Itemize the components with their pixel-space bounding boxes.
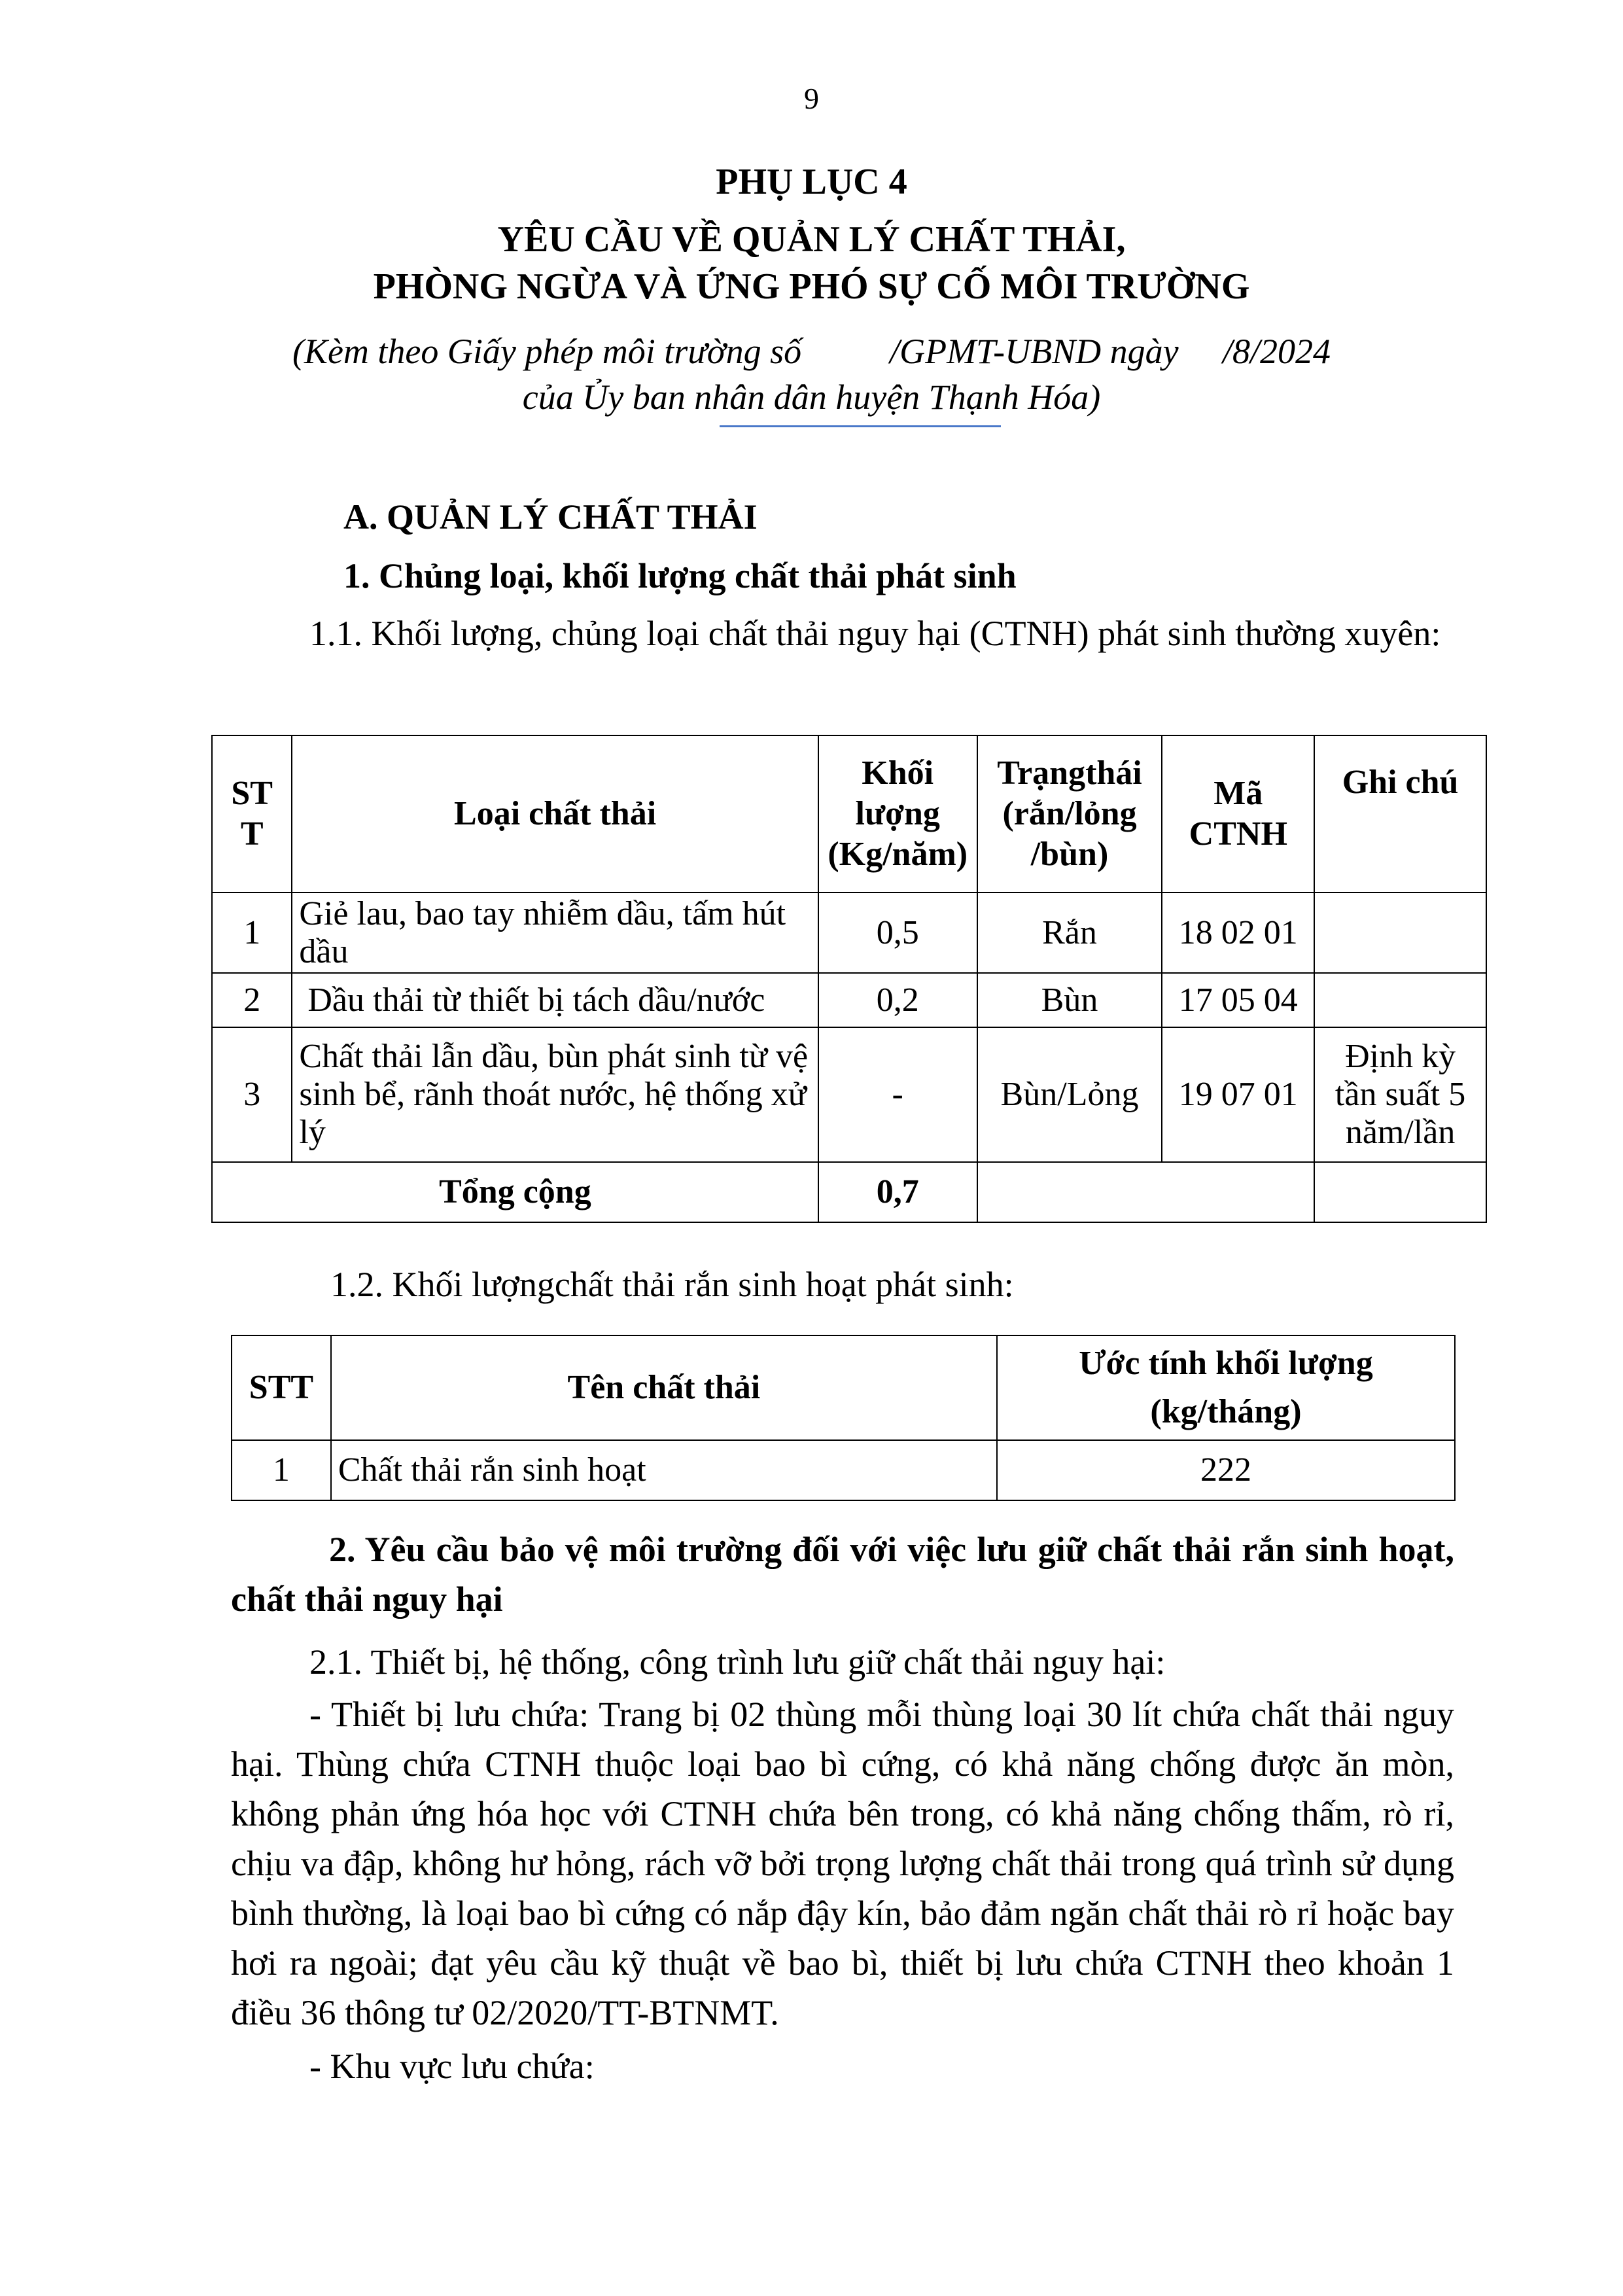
col-header-stt: ST T xyxy=(212,735,292,892)
cell-state: Rắn xyxy=(977,892,1162,973)
paragraph-2-1: 2.1. Thiết bị, hệ thống, công trình lưu giữ chất thải nguy hại: xyxy=(309,1642,1166,1682)
cell-code: 17 05 04 xyxy=(1162,973,1314,1027)
cell-state: Bùn/Lỏng xyxy=(977,1027,1162,1162)
col-header-mass: Khối lượng (Kg/năm) xyxy=(818,735,977,892)
cell-waste-name: Chất thải rắn sinh hoạt xyxy=(331,1440,997,1500)
col-header-waste-type: Loại chất thải xyxy=(292,735,818,892)
col-header-code: Mã CTNH xyxy=(1162,735,1314,892)
hazardous-waste-table xyxy=(211,735,1487,1223)
cell-code: 18 02 01 xyxy=(1162,892,1314,973)
cell-note xyxy=(1314,973,1486,1027)
col-header-state: Trạngthái (rắn/lỏng /bùn) xyxy=(977,735,1162,892)
total-empty-cell xyxy=(977,1162,1315,1222)
cell-waste-name: Chất thải lẫn dầu, bùn phát sinh từ vệ sinh bể, rãnh thoát nước, hệ thống xử lý xyxy=(292,1027,818,1162)
cell-stt: 3 xyxy=(212,1027,292,1162)
section-2-heading: 2. Yêu cầu bảo vệ môi trường đối với việc lưu giữ chất thải rắn sinh hoạt, chất thải nguy hại xyxy=(231,1530,1454,1619)
col-header-stt: STT xyxy=(232,1335,331,1440)
page-number: 9 xyxy=(804,82,819,115)
table-row xyxy=(212,1027,1486,1162)
cell-mass: 0,2 xyxy=(818,973,977,1027)
paragraph-1-2: 1.2. Khối lượngchất thải rắn sinh hoạt phát sinh: xyxy=(330,1265,1014,1304)
cell-stt: 1 xyxy=(232,1440,331,1500)
cell-note xyxy=(1314,892,1486,973)
cell-code: 19 07 01 xyxy=(1162,1027,1314,1162)
col-header-estimate: Ước tính khối lượng (kg/tháng) xyxy=(997,1335,1455,1440)
col-header-note: Ghi chú xyxy=(1314,735,1486,892)
total-label: Tổng cộng xyxy=(212,1162,818,1222)
cell-waste-name: Dầu thải từ thiết bị tách dầu/nước xyxy=(292,973,818,1027)
cell-state: Bùn xyxy=(977,973,1162,1027)
underline-rule xyxy=(720,425,1001,427)
domestic-waste-table xyxy=(231,1335,1456,1501)
cell-waste-name: Giẻ lau, bao tay nhiễm dầu, tấm hút dầu xyxy=(292,892,818,973)
section-1-heading: 1. Chủng loại, khối lượng chất thải phát sinh xyxy=(343,556,1017,595)
paragraph-1-1: 1.1. Khối lượng, chủng loại chất thải nguy hại (CTNH) phát sinh thường xuyên: xyxy=(309,614,1441,653)
col-header-waste-name: Tên chất thải xyxy=(331,1335,997,1440)
cell-stt: 1 xyxy=(212,892,292,973)
table-row xyxy=(212,892,1486,973)
table-header-row xyxy=(232,1335,1455,1440)
section-a-heading: A. QUẢN LÝ CHẤT THẢI xyxy=(343,497,758,537)
title-line-2: PHÒNG NGỪA VÀ ỨNG PHÓ SỰ CỐ MÔI TRƯỜNG xyxy=(373,266,1250,307)
table-row xyxy=(212,973,1486,1027)
appendix-title: PHỤ LỤC 4 xyxy=(716,162,907,202)
cell-mass: - xyxy=(818,1027,977,1162)
table-total-row xyxy=(212,1162,1486,1222)
total-note-cell xyxy=(1314,1162,1486,1222)
total-value: 0,7 xyxy=(818,1162,977,1222)
subtitle-line-1: (Kèm theo Giấy phép môi trường số /GPMT-UBND ngày /8/2024 xyxy=(292,332,1331,371)
title-line-1: YÊU CẦU VỀ QUẢN LÝ CHẤT THẢI, xyxy=(497,219,1126,260)
table-row xyxy=(232,1440,1455,1500)
cell-note: Định kỳ tần suất 5 năm/lần xyxy=(1314,1027,1486,1162)
paragraph-equipment: - Thiết bị lưu chứa: Trang bị 02 thùng mỗi thùng loại 30 lít chứa chất thải nguy hại. Thùng chứa CTNH thuộc loại bao bì cứng, có khả năng chống được ăn mòn, không phản ứng hóa học với CTNH chứa bên trong, có khả năng chống thấm, rò rỉ, chịu va đập, không hư hỏng, rách vỡ bởi trọng lượng chất thải trong quá trình sử dụng bình thường, là loại bao bì cứng có nắp đậy kín, bảo đảm ngăn chất thải rò rỉ hoặc bay hơi ra ngoài; đạt yêu cầu kỹ thuật về bao bì, thiết bị lưu chứa CTNH theo khoản 1 điều 36 thông tư 02/2020/TT-BTNMT. xyxy=(231,1695,1454,2032)
cell-mass: 0,5 xyxy=(818,892,977,973)
table-header-row xyxy=(212,735,1486,892)
cell-stt: 2 xyxy=(212,973,292,1027)
subtitle-line-2: của Ủy ban nhân dân huyện Thạnh Hóa) xyxy=(522,378,1101,417)
paragraph-storage-area: - Khu vực lưu chứa: xyxy=(309,2047,595,2086)
cell-estimate: 222 xyxy=(997,1440,1455,1500)
